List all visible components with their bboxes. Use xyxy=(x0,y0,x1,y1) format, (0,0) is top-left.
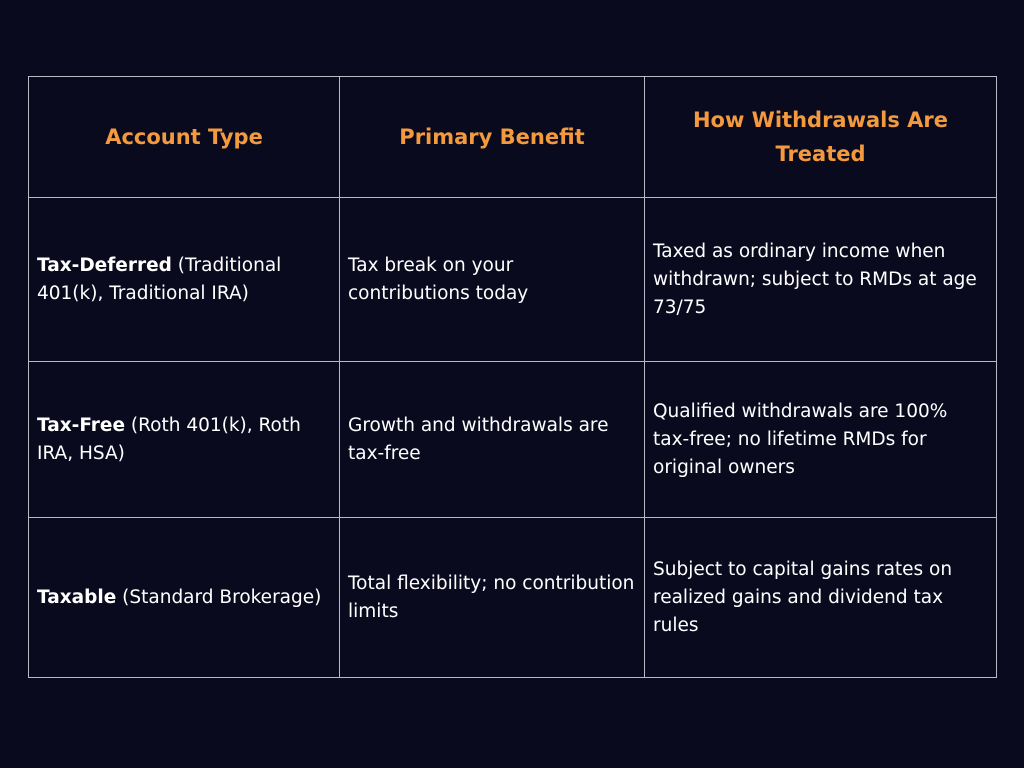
account-type-name: Tax-Deferred xyxy=(37,254,172,276)
header-primary-benefit: Primary Benefit xyxy=(340,77,645,198)
account-type-examples: (Roth 401(k), Roth IRA, HSA) xyxy=(37,414,301,464)
account-type-examples: (Standard Brokerage) xyxy=(116,586,322,608)
primary-benefit-cell: Tax break on your contributions today xyxy=(340,198,645,362)
table-row xyxy=(29,198,997,362)
withdrawals-cell: Qualified withdrawals are 100% tax-free; no lifetime RMDs for original owners xyxy=(645,362,997,518)
header-withdrawals: How Withdrawals Are Treated xyxy=(645,77,997,198)
account-type-cell xyxy=(29,362,340,518)
header-row xyxy=(29,77,997,198)
header-account-type: Account Type xyxy=(29,77,340,198)
account-type-cell xyxy=(29,198,340,362)
primary-benefit-cell: Growth and withdrawals are tax-free xyxy=(340,362,645,518)
withdrawals-cell: Subject to capital gains rates on realized gains and dividend tax rules xyxy=(645,518,997,678)
withdrawals-cell: Taxed as ordinary income when withdrawn; subject to RMDs at age 73/75 xyxy=(645,198,997,362)
table-row xyxy=(29,518,997,678)
account-comparison-table xyxy=(28,76,997,678)
table-row xyxy=(29,362,997,518)
account-type-examples: (Traditional 401(k), Traditional IRA) xyxy=(37,254,282,304)
account-type-cell xyxy=(29,518,340,678)
primary-benefit-cell: Total flexibility; no contribution limits xyxy=(340,518,645,678)
account-type-name: Tax-Free xyxy=(37,414,126,436)
account-type-name: Taxable xyxy=(37,586,117,608)
